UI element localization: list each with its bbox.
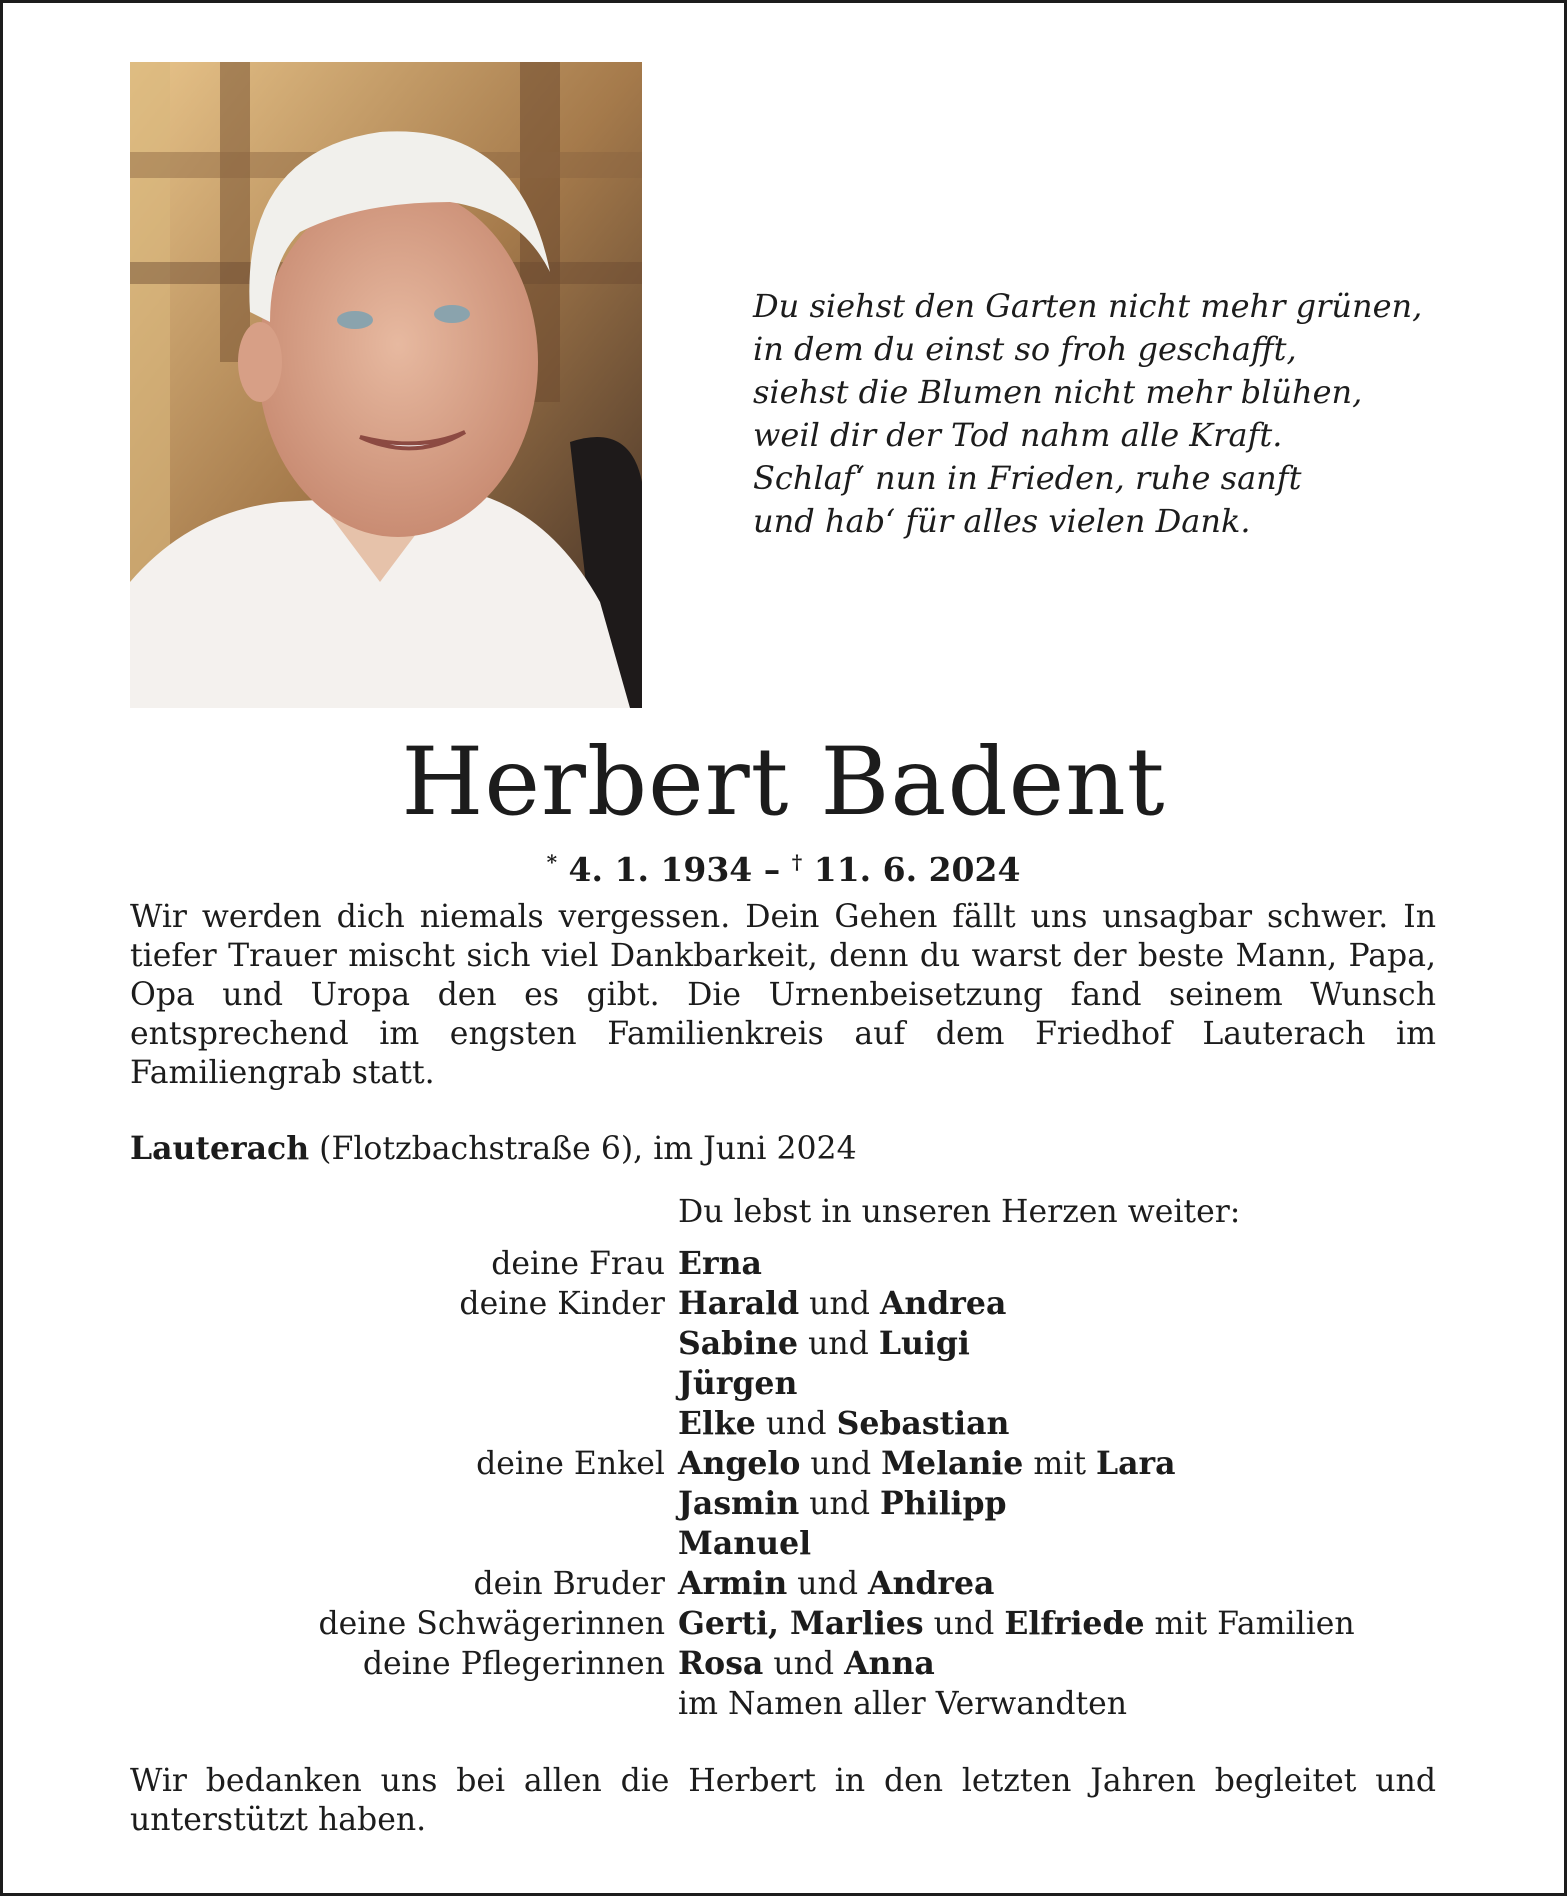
mourner-connector: und — [798, 1326, 879, 1362]
mourner-name: Erna — [678, 1245, 762, 1282]
life-dates — [0, 840, 1567, 892]
mourner-names — [678, 1404, 1009, 1444]
death-date: 11. 6. 2024 — [813, 850, 1021, 889]
mourner-row — [0, 1644, 1567, 1684]
mourner-names — [678, 1364, 797, 1404]
mourner-row — [0, 1684, 1567, 1724]
mourner-names — [678, 1244, 762, 1284]
mourner-connector: und — [787, 1566, 869, 1602]
mourner-name: Gerti, Marlies — [678, 1605, 924, 1642]
portrait-photo — [130, 62, 642, 708]
mourner-row — [0, 1524, 1567, 1564]
mourner-row — [0, 1404, 1567, 1444]
mourner-name: Andrea — [868, 1565, 995, 1602]
mourner-name: Elfriede — [1004, 1605, 1145, 1642]
mourner-name: Lara — [1096, 1445, 1176, 1482]
mourner-name: Elke — [678, 1405, 756, 1442]
mourner-row — [0, 1364, 1567, 1404]
mourner-name: Anna — [844, 1645, 935, 1682]
poem — [753, 285, 1453, 543]
mourner-name: Luigi — [878, 1325, 970, 1362]
poem-line: Du siehst den Garten nicht mehr grünen, — [753, 287, 1423, 325]
mourner-row — [0, 1444, 1567, 1484]
mourner-name: Armin — [678, 1565, 788, 1602]
mourner-names — [678, 1444, 1176, 1484]
portrait-image — [130, 62, 642, 708]
mourner-names — [678, 1324, 970, 1364]
mourner-connector: und — [799, 1486, 881, 1522]
mourner-name: Sabine — [678, 1325, 799, 1362]
town-name: Lauterach — [130, 1130, 310, 1167]
poem-line: siehst die Blumen nicht mehr blühen, — [753, 373, 1363, 411]
mourner-connector: und — [800, 1446, 882, 1482]
mourner-name: Jasmin — [678, 1485, 800, 1522]
mourner-relation: deine Pflegerinnen — [362, 1646, 665, 1682]
death-cross-symbol: † — [791, 850, 803, 874]
mourner-connector: mit Familien — [1144, 1606, 1355, 1642]
mourner-connector: mit — [1023, 1446, 1096, 1482]
mourner-row — [0, 1564, 1567, 1604]
mourner-names — [678, 1604, 1355, 1644]
mourner-connector: und — [755, 1406, 837, 1442]
mourner-connector: im Namen aller Verwandten — [678, 1686, 1128, 1722]
lives-on-line: Du lebst in unseren Herzen weiter: — [678, 1194, 1241, 1230]
mourner-row — [0, 1324, 1567, 1364]
mourner-names — [678, 1484, 1007, 1524]
mourner-names — [678, 1284, 1006, 1324]
poem-line: weil dir der Tod nahm alle Kraft. — [753, 416, 1283, 454]
poem-line: in dem du einst so froh geschafft, — [753, 330, 1297, 368]
mourner-connector: und — [923, 1606, 1005, 1642]
mourner-relation: deine Frau — [491, 1246, 665, 1282]
mourner-name: Angelo — [678, 1445, 801, 1482]
mourner-name: Philipp — [880, 1485, 1007, 1522]
mourner-row — [0, 1284, 1567, 1324]
mourner-relation: dein Bruder — [473, 1566, 665, 1602]
mourner-name: Manuel — [678, 1525, 812, 1562]
mourners-list — [0, 1244, 1567, 1724]
mourner-names — [678, 1684, 1127, 1724]
mourner-row — [0, 1604, 1567, 1644]
mourner-names — [678, 1564, 994, 1604]
mourner-name: Rosa — [678, 1645, 764, 1682]
deceased-name: Herbert Badent — [401, 728, 1166, 837]
poem-line: Schlaf‘ nun in Frieden, ruhe sanft — [753, 459, 1302, 497]
message-paragraph: Wir werden dich niemals vergessen. Dein Gehen fällt uns unsagbar schwer. In tiefer Trauer mischt sich viel Dankbarkeit, denn du warst der beste Mann, Papa, Opa und Uropa den es gibt. Die Urnenbeisetzung fand seinem Wunsch entsprechend im engsten Familienkreis auf dem Friedhof Lauterach im Familiengrab statt. — [130, 899, 1436, 1091]
mourner-connector: und — [763, 1646, 845, 1682]
poem-line: und hab‘ für alles vielen Dank. — [753, 502, 1251, 540]
mourner-name: Harald — [678, 1285, 800, 1322]
mourner-relation: deine Enkel — [476, 1446, 665, 1482]
mourner-row — [0, 1484, 1567, 1524]
mourner-relation: deine Kinder — [459, 1286, 665, 1322]
mourner-name: Sebastian — [836, 1405, 1010, 1442]
mourner-name: Andrea — [879, 1285, 1007, 1322]
mourner-relation: deine Schwägerinnen — [318, 1606, 665, 1642]
date-separator: – — [752, 850, 792, 889]
birth-star-symbol: * — [546, 850, 558, 874]
mourner-name: Jürgen — [678, 1365, 798, 1402]
thanks-paragraph: Wir bedanken uns bei allen die Herbert in den letzten Jahren begleitet und unterstützt haben. — [130, 1763, 1436, 1838]
mourner-names — [678, 1644, 935, 1684]
mourner-connector: und — [799, 1286, 880, 1322]
mourner-name: Melanie — [881, 1445, 1024, 1482]
mourner-row — [0, 1244, 1567, 1284]
place-line — [130, 1127, 1330, 1171]
address-and-date: (Flotzbachstraße 6), im Juni 2024 — [309, 1131, 857, 1167]
birth-date: 4. 1. 1934 — [568, 850, 753, 889]
mourner-names — [678, 1524, 811, 1564]
